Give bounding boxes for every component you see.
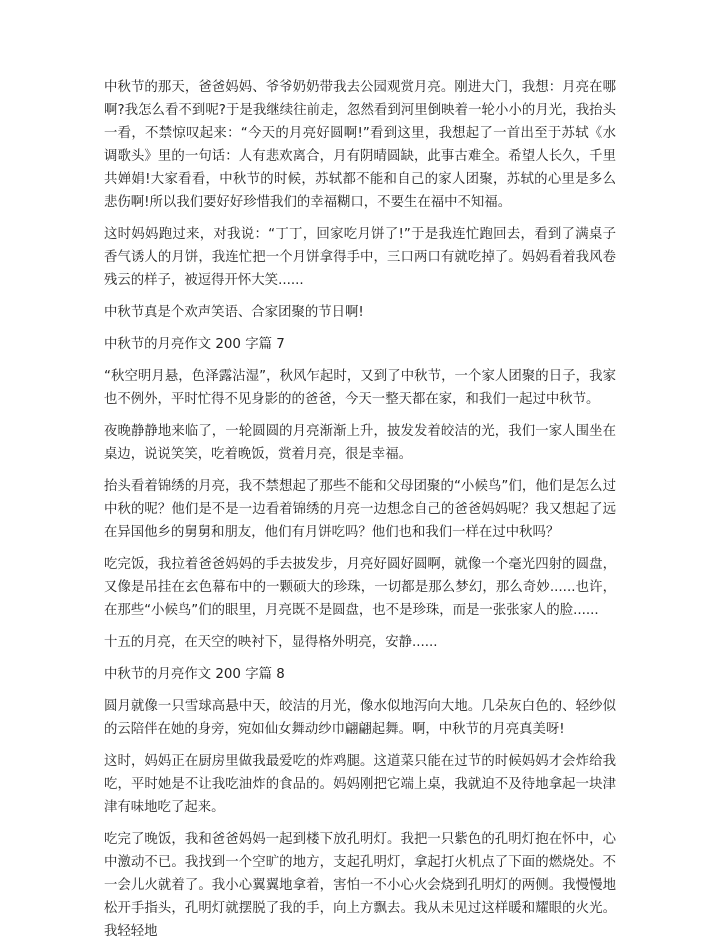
- paragraph-10: 这时，妈妈正在厨房里做我最爱吃的炸鸡腿。这道菜只能在过节的时候妈妈才会炸给我吃，平时她是不让我吃油炸的食品的。妈妈刚把它端上桌，我就迫不及待地拿起一块津津有味地吃了起来。: [104, 754, 616, 815]
- section-heading-8: 中秋节的月亮作文 200 字篇 8: [104, 667, 285, 682]
- section-heading-7: 中秋节的月亮作文 200 字篇 7: [104, 337, 285, 352]
- paragraph-6: 抬头看着锦绣的月亮，我不禁想起了那些不能和父母团聚的“小候鸟”们，他们是怎么过中秋的呢？他们是不是一边看着锦绣的月亮一边想念自己的爸爸妈妈呢？我又想起了远在异国他乡的舅舅和朋友，他们有月饼吃吗？他们也和我们一样在过中秋吗？: [104, 479, 616, 540]
- paragraph-11: 吃完了晚饭，我和爸爸妈妈一起到楼下放孔明灯。我把一只紫色的孔明灯抱在怀中，心中激动不已。我找到一个空旷的地方，支起孔明灯，拿起打火机点了下面的燃烧处。不一会儿火就着了。我小心翼翼地拿着，害怕一不小心火会烧到孔明灯的两侧。我慢慢地松开手指头，孔明灯就摆脱了我的手，向上方飘去。我从未见过这样暖和耀眼的火光。我轻轻地: [104, 832, 616, 939]
- paragraph-5: 夜晚静静地来临了，一轮圆圆的月亮渐渐上升，披发发着皎洁的光，我们一家人围坐在桌边，说说笑笑，吃着晚饭，赏着月亮，很是幸福。: [104, 424, 616, 462]
- paragraph-9: 圆月就像一只雪球高悬中天，皎洁的月光，像水似地泻向大地。几朵灰白色的、轻纱似的云陪伴在她的身旁，宛如仙女舞动纱巾翩翩起舞。啊，中秋节的月亮真美呀!: [104, 699, 616, 737]
- paragraph-3: 中秋节真是个欢声笑语、合家团聚的节日啊!: [104, 305, 364, 320]
- paragraph-4: “秋空明月悬，色泽露沾湿”，秋风乍起时，又到了中秋节，一个家人团聚的日子，我家也不例外，平时忙得不见身影的的爸爸，今天一整天都在家，和我们一起过中秋节。: [104, 369, 616, 407]
- paragraph-1: 中秋节的那天，爸爸妈妈、爷爷奶奶带我去公园观赏月亮。刚进大门，我想：月亮在哪啊?我怎么看不到呢?于是我继续往前走，忽然看到河里倒映着一轮小小的月光，我抬头一看，不禁惊叹起来：“今天的月亮好圆啊!”看到这里，我想起了一首出至于苏轼《水调歌头》里的一句话：人有悲欢离合，月有阴晴圆缺，此事古难全。希望人长久，千里共婵娟!大家看看，中秋节的时候，苏轼都不能和自己的家人团聚，苏轼的心里是多么悲伤啊!所以我们要好好珍惜我们的幸福糊口，不要生在福中不知福。: [104, 80, 616, 210]
- paragraph-8: 十五的月亮，在天空的映衬下，显得格外明亮，安静......: [104, 635, 438, 650]
- paragraph-7: 吃完饭，我拉着爸爸妈妈的手去披发步，月亮好圆好圆啊，就像一个毫光四射的圆盘，又像是吊挂在玄色幕布中的一颗硕大的珍珠，一切都是那么梦幻，那么奇妙......也许，在那些“小候鸟”们的眼里，月亮既不是圆盘，也不是珍珠，而是一张张家人的脸......: [104, 557, 616, 618]
- paragraph-2: 这时妈妈跑过来，对我说：“丁丁，回家吃月饼了!”于是我连忙跑回去，看到了满桌子香气诱人的月饼，我连忙把一个月饼拿得手中，三口两口有就吃掉了。妈妈看着我风卷残云的样子，被逗得开怀大笑......: [104, 227, 616, 288]
